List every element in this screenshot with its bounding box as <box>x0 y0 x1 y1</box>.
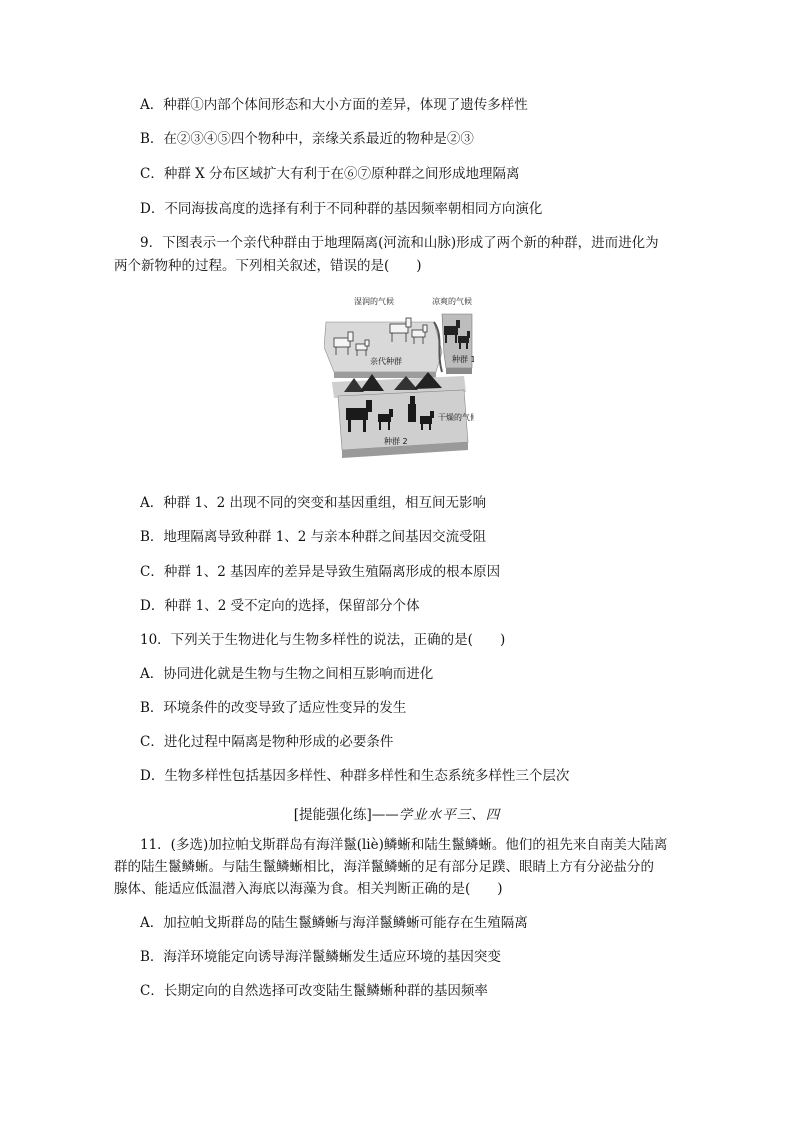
q9-option-c: C．种群 1、2 基因库的差异是导致生殖隔离形成的根本原因 <box>140 564 501 580</box>
section-heading-level: 学业水平三、四 <box>398 807 501 823</box>
q11-option-a: A．加拉帕戈斯群岛的陆生鬣鳞蜥与海洋鬣鳞蜥可能存在生殖隔离 <box>140 915 528 931</box>
q11-option-b: B．海洋环境能定向诱导海洋鬣鳞蜥发生适应环境的基因突变 <box>140 949 501 965</box>
q8-option-a: A．种群①内部个体间形态和大小方面的差异，体现了遗传多样性 <box>140 97 528 113</box>
q8-option-d: D．不同海拔高度的选择有利于不同种群的基因频率朝相同方向演化 <box>140 201 543 217</box>
label-humid: 湿润的气候 <box>354 297 394 306</box>
label-pop2: 种群 2 <box>384 437 408 446</box>
q8-option-b: B．在②③④⑤四个物种中，亲缘关系最近的物种是②③ <box>140 131 474 147</box>
label-cool: 凉爽的气候 <box>432 297 472 306</box>
section-heading-label: [提能强化练]—— <box>293 807 399 823</box>
q11-stem-line2: 群的陆生鬣鳞蜥。与陆生鬣鳞蜥相比，海洋鬣鳞蜥的足有部分足蹼、眼睛上方有分泌盐分的 <box>114 859 654 875</box>
q10-option-d: D．生物多样性包括基因多样性、种群多样性和生态系统多样性三个层次 <box>140 768 570 784</box>
label-dry: 干燥的气候 <box>438 413 474 422</box>
speciation-figure <box>324 292 474 464</box>
parent-block-side <box>334 372 436 378</box>
q11-stem-line3: 腺体、能适应低温潜入海底以海藻为食。相关判断正确的是( ) <box>114 881 503 897</box>
q10-option-c: C．进化过程中隔离是物种形成的必要条件 <box>140 734 394 750</box>
q9-option-a: A．种群 1、2 出现不同的突变和基因重组，相互间无影响 <box>140 495 487 511</box>
q9-stem-line1: 9．下图表示一个亲代种群由于地理隔离(河流和山脉)形成了两个新的种群，进而进化为 <box>140 235 659 251</box>
q9-option-b: B．地理隔离导致种群 1、2 与亲本种群之间基因交流受阻 <box>140 529 487 545</box>
q11-option-c: C．长期定向的自然选择可改变陆生鬣鳞蜥种群的基因频率 <box>140 983 488 999</box>
q9-option-d: D．种群 1、2 受不定向的选择，保留部分个体 <box>140 598 420 614</box>
section-heading <box>0 803 794 823</box>
q8-option-c: C．种群 X 分布区域扩大有利于在⑥⑦原种群之间形成地理隔离 <box>140 166 520 182</box>
q11-stem-line1: 11．(多选)加拉帕戈斯群岛有海洋鬣(liè)鳞蜥和陆生鬣鳞蜥。他们的祖先来自南美大陆离 <box>140 837 668 853</box>
q9-stem-line2: 两个新物种的过程。下列相关叙述，错误的是( ) <box>114 258 422 274</box>
label-pop1: 种群 1 <box>452 355 474 364</box>
q10-stem: 10．下列关于生物进化与生物多样性的说法，正确的是( ) <box>140 632 506 648</box>
speciation-diagram <box>324 292 474 464</box>
label-parent: 亲代种群 <box>370 357 402 366</box>
q10-option-b: B．环境条件的改变导致了适应性变异的发生 <box>140 700 407 716</box>
q10-option-a: A．协同进化就是生物与生物之间相互影响而进化 <box>140 666 434 682</box>
pop1-block-side <box>446 368 472 374</box>
